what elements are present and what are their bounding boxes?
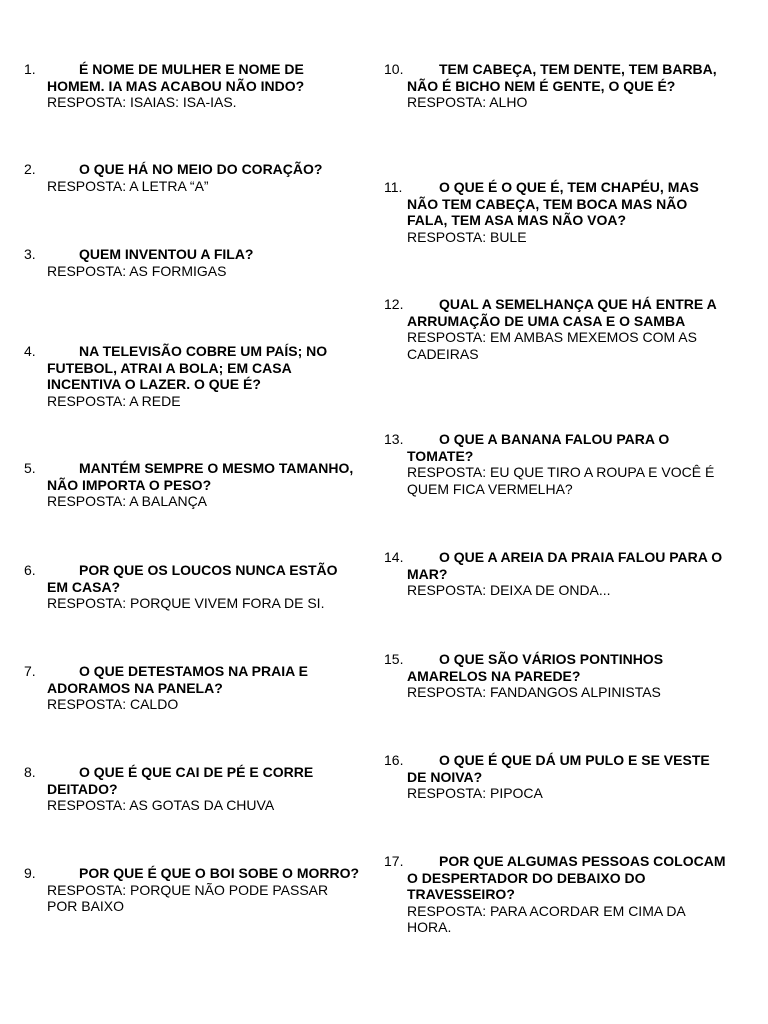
riddle-answer: RESPOSTA: PORQUE VIVEM FORA DE SI.: [47, 595, 325, 611]
riddle-16: [384, 752, 728, 802]
riddle-10: [384, 61, 728, 111]
riddle-number: 2.: [24, 161, 36, 177]
riddle-question: POR QUE É QUE O BOI SOBE O MORRO?: [79, 865, 360, 881]
riddle-2: [24, 161, 360, 194]
riddle-question: O QUE A BANANA FALOU PARA O TOMATE?: [407, 431, 670, 464]
riddle-question: O QUE SÃO VÁRIOS PONTINHOS AMARELOS NA PAREDE?: [407, 651, 664, 684]
riddle-7: [24, 663, 360, 713]
riddle-11: [384, 179, 728, 245]
riddle-answer: RESPOSTA: PARA ACORDAR EM CIMA DA HORA.: [407, 902, 685, 935]
riddle-number: 14.: [384, 549, 404, 565]
riddle-answer: RESPOSTA: EM AMBAS MEXEMOS COM AS CADEIRAS: [407, 329, 697, 362]
riddle-answer: RESPOSTA: CALDO: [47, 696, 179, 712]
riddle-1: [24, 61, 360, 111]
riddle-4: [24, 343, 360, 409]
riddle-17: [384, 853, 728, 936]
riddle-question: O QUE É QUE CAI DE PÉ E CORRE DEITADO?: [47, 764, 314, 797]
riddle-number: 5.: [24, 460, 36, 476]
riddle-answer: RESPOSTA: A REDE: [47, 392, 181, 409]
riddle-answer: RESPOSTA: A LETRA “A”: [47, 177, 209, 194]
riddle-number: 6.: [24, 562, 36, 578]
riddle-number: 1.: [24, 61, 36, 77]
riddle-number: 3.: [24, 246, 36, 262]
riddle-answer: RESPOSTA: DEIXA DE ONDA...: [407, 582, 611, 598]
riddle-13: [384, 431, 728, 497]
riddle-number: 15.: [384, 651, 404, 667]
riddle-answer: RESPOSTA: ISAIAS: ISA-IAS.: [47, 94, 237, 110]
riddle-question: O QUE HÁ NO MEIO DO CORAÇÃO?: [79, 161, 323, 177]
riddle-answer: RESPOSTA: PORQUE NÃO PODE PASSAR POR BAIXO: [47, 881, 329, 914]
riddle-answer: RESPOSTA: PIPOCA: [407, 785, 543, 801]
riddle-answer: RESPOSTA: AS FORMIGAS: [47, 262, 227, 279]
riddle-answer: RESPOSTA: FANDANGOS ALPINISTAS: [407, 684, 661, 700]
riddle-number: 9.: [24, 865, 36, 881]
riddle-question: TEM CABEÇA, TEM DENTE, TEM BARBA, NÃO É BICHO NEM É GENTE, O QUE É?: [407, 61, 717, 94]
riddle-question: O QUE É QUE DÁ UM PULO E SE VESTE DE NOIVA?: [407, 752, 710, 785]
riddle-question: POR QUE ALGUMAS PESSOAS COLOCAM O DESPERTADOR DO DEBAIXO DO TRAVESSEIRO?: [407, 853, 726, 902]
riddle-answer: RESPOSTA: BULE: [407, 228, 527, 245]
riddle-question: POR QUE OS LOUCOS NUNCA ESTÃO EM CASA?: [47, 562, 338, 595]
riddle-question: NA TELEVISÃO COBRE UM PAÍS; NO FUTEBOL, ATRAI A BOLA; EM CASA INCENTIVA O LAZER. O QUE É?: [47, 343, 328, 392]
riddle-question: QUEM INVENTOU A FILA?: [79, 246, 254, 262]
riddle-question: O QUE É O QUE É, TEM CHAPÉU, MAS NÃO TEM CABEÇA, TEM BOCA MAS NÃO FALA, TEM ASA MAS NÃO VOA?: [407, 179, 699, 228]
riddle-number: 16.: [384, 752, 404, 768]
riddle-6: [24, 562, 360, 612]
riddle-12: [384, 296, 728, 362]
riddle-number: 4.: [24, 343, 36, 359]
riddle-number: 10.: [384, 61, 404, 77]
riddle-9: [24, 865, 360, 915]
riddle-5: [24, 460, 360, 510]
riddle-number: 7.: [24, 663, 36, 679]
riddle-8: [24, 764, 360, 814]
riddle-number: 12.: [384, 296, 404, 312]
riddle-answer: RESPOSTA: A BALANÇA: [47, 493, 208, 509]
riddle-answer: RESPOSTA: ALHO: [407, 94, 528, 110]
riddle-14: [384, 549, 728, 599]
riddle-question: O QUE A AREIA DA PRAIA FALOU PARA O MAR?: [407, 549, 723, 582]
riddle-3: [24, 246, 360, 279]
riddle-question: QUAL A SEMELHANÇA QUE HÁ ENTRE A ARRUMAÇÃO DE UMA CASA E O SAMBA: [407, 296, 717, 329]
riddle-answer: RESPOSTA: AS GOTAS DA CHUVA: [47, 797, 275, 813]
riddle-number: 8.: [24, 764, 36, 780]
riddle-question: O QUE DETESTAMOS NA PRAIA E ADORAMOS NA PANELA?: [47, 663, 308, 696]
riddle-number: 13.: [384, 431, 404, 447]
riddle-15: [384, 651, 728, 701]
riddle-number: 17.: [384, 853, 404, 869]
riddle-number: 11.: [384, 179, 403, 195]
riddle-answer: RESPOSTA: EU QUE TIRO A ROUPA E VOCÊ É QUEM FICA VERMELHA?: [407, 464, 715, 497]
riddle-question: MANTÉM SEMPRE O MESMO TAMANHO, NÃO IMPORTA O PESO?: [47, 460, 354, 493]
riddle-question: É NOME DE MULHER E NOME DE HOMEM. IA MAS ACABOU NÃO INDO?: [47, 61, 305, 94]
